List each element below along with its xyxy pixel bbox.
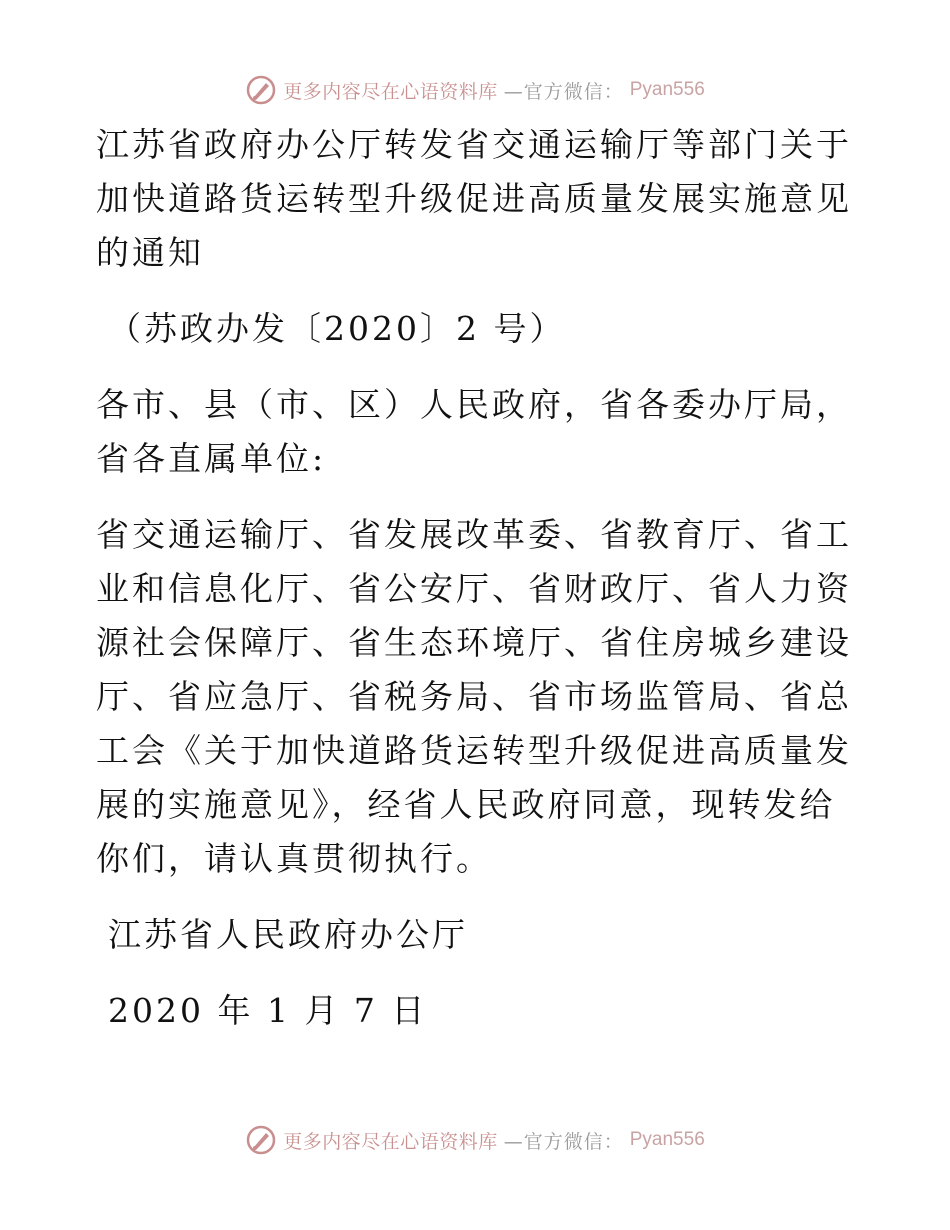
watermark-wechat-label: —官方微信： <box>503 1130 624 1153</box>
watermark-text: 更多内容尽在心语资料库 <box>283 80 498 103</box>
pen-logo-icon <box>245 1124 277 1156</box>
issue-date: 2020 年 1 月 7 日 <box>108 991 428 1030</box>
watermark-wechat-id: Pyan556 <box>629 1129 705 1150</box>
body-paragraph: 省交通运输厅、省发展改革委、省教育厅、省工业和信息化厅、省公安厅、省财政厅、省人力资源社会保障厅、省生态环境厅、省住房城乡建设厅、省应急厅、省税务局、省市场监管局、省总工会《关于加快道路货运转型升级促进高质量发展的实施意见》，经省人民政府同意，现转发给你们，请认真贯彻执行。 <box>96 515 852 878</box>
salutation: 各市、县（市、区）人民政府，省各委办厅局，省各直属单位: <box>96 385 852 478</box>
watermark-wechat-label: —官方微信： <box>503 80 624 103</box>
document-title: 江苏省政府办公厅转发省交通运输厅等部门关于加快道路货运转型升级促进高质量发展实施意见的通知 <box>96 125 852 272</box>
footer-watermark <box>0 1122 950 1158</box>
document-body <box>96 118 856 1038</box>
issuer-signature: 江苏省人民政府办公厅 <box>108 915 468 954</box>
document-number: （苏政办发〔2020〕2 号） <box>108 309 566 348</box>
watermark-wechat-id: Pyan556 <box>629 79 705 100</box>
watermark-text: 更多内容尽在心语资料库 <box>283 1130 498 1153</box>
header-watermark <box>0 72 950 108</box>
pen-logo-icon <box>245 74 277 106</box>
